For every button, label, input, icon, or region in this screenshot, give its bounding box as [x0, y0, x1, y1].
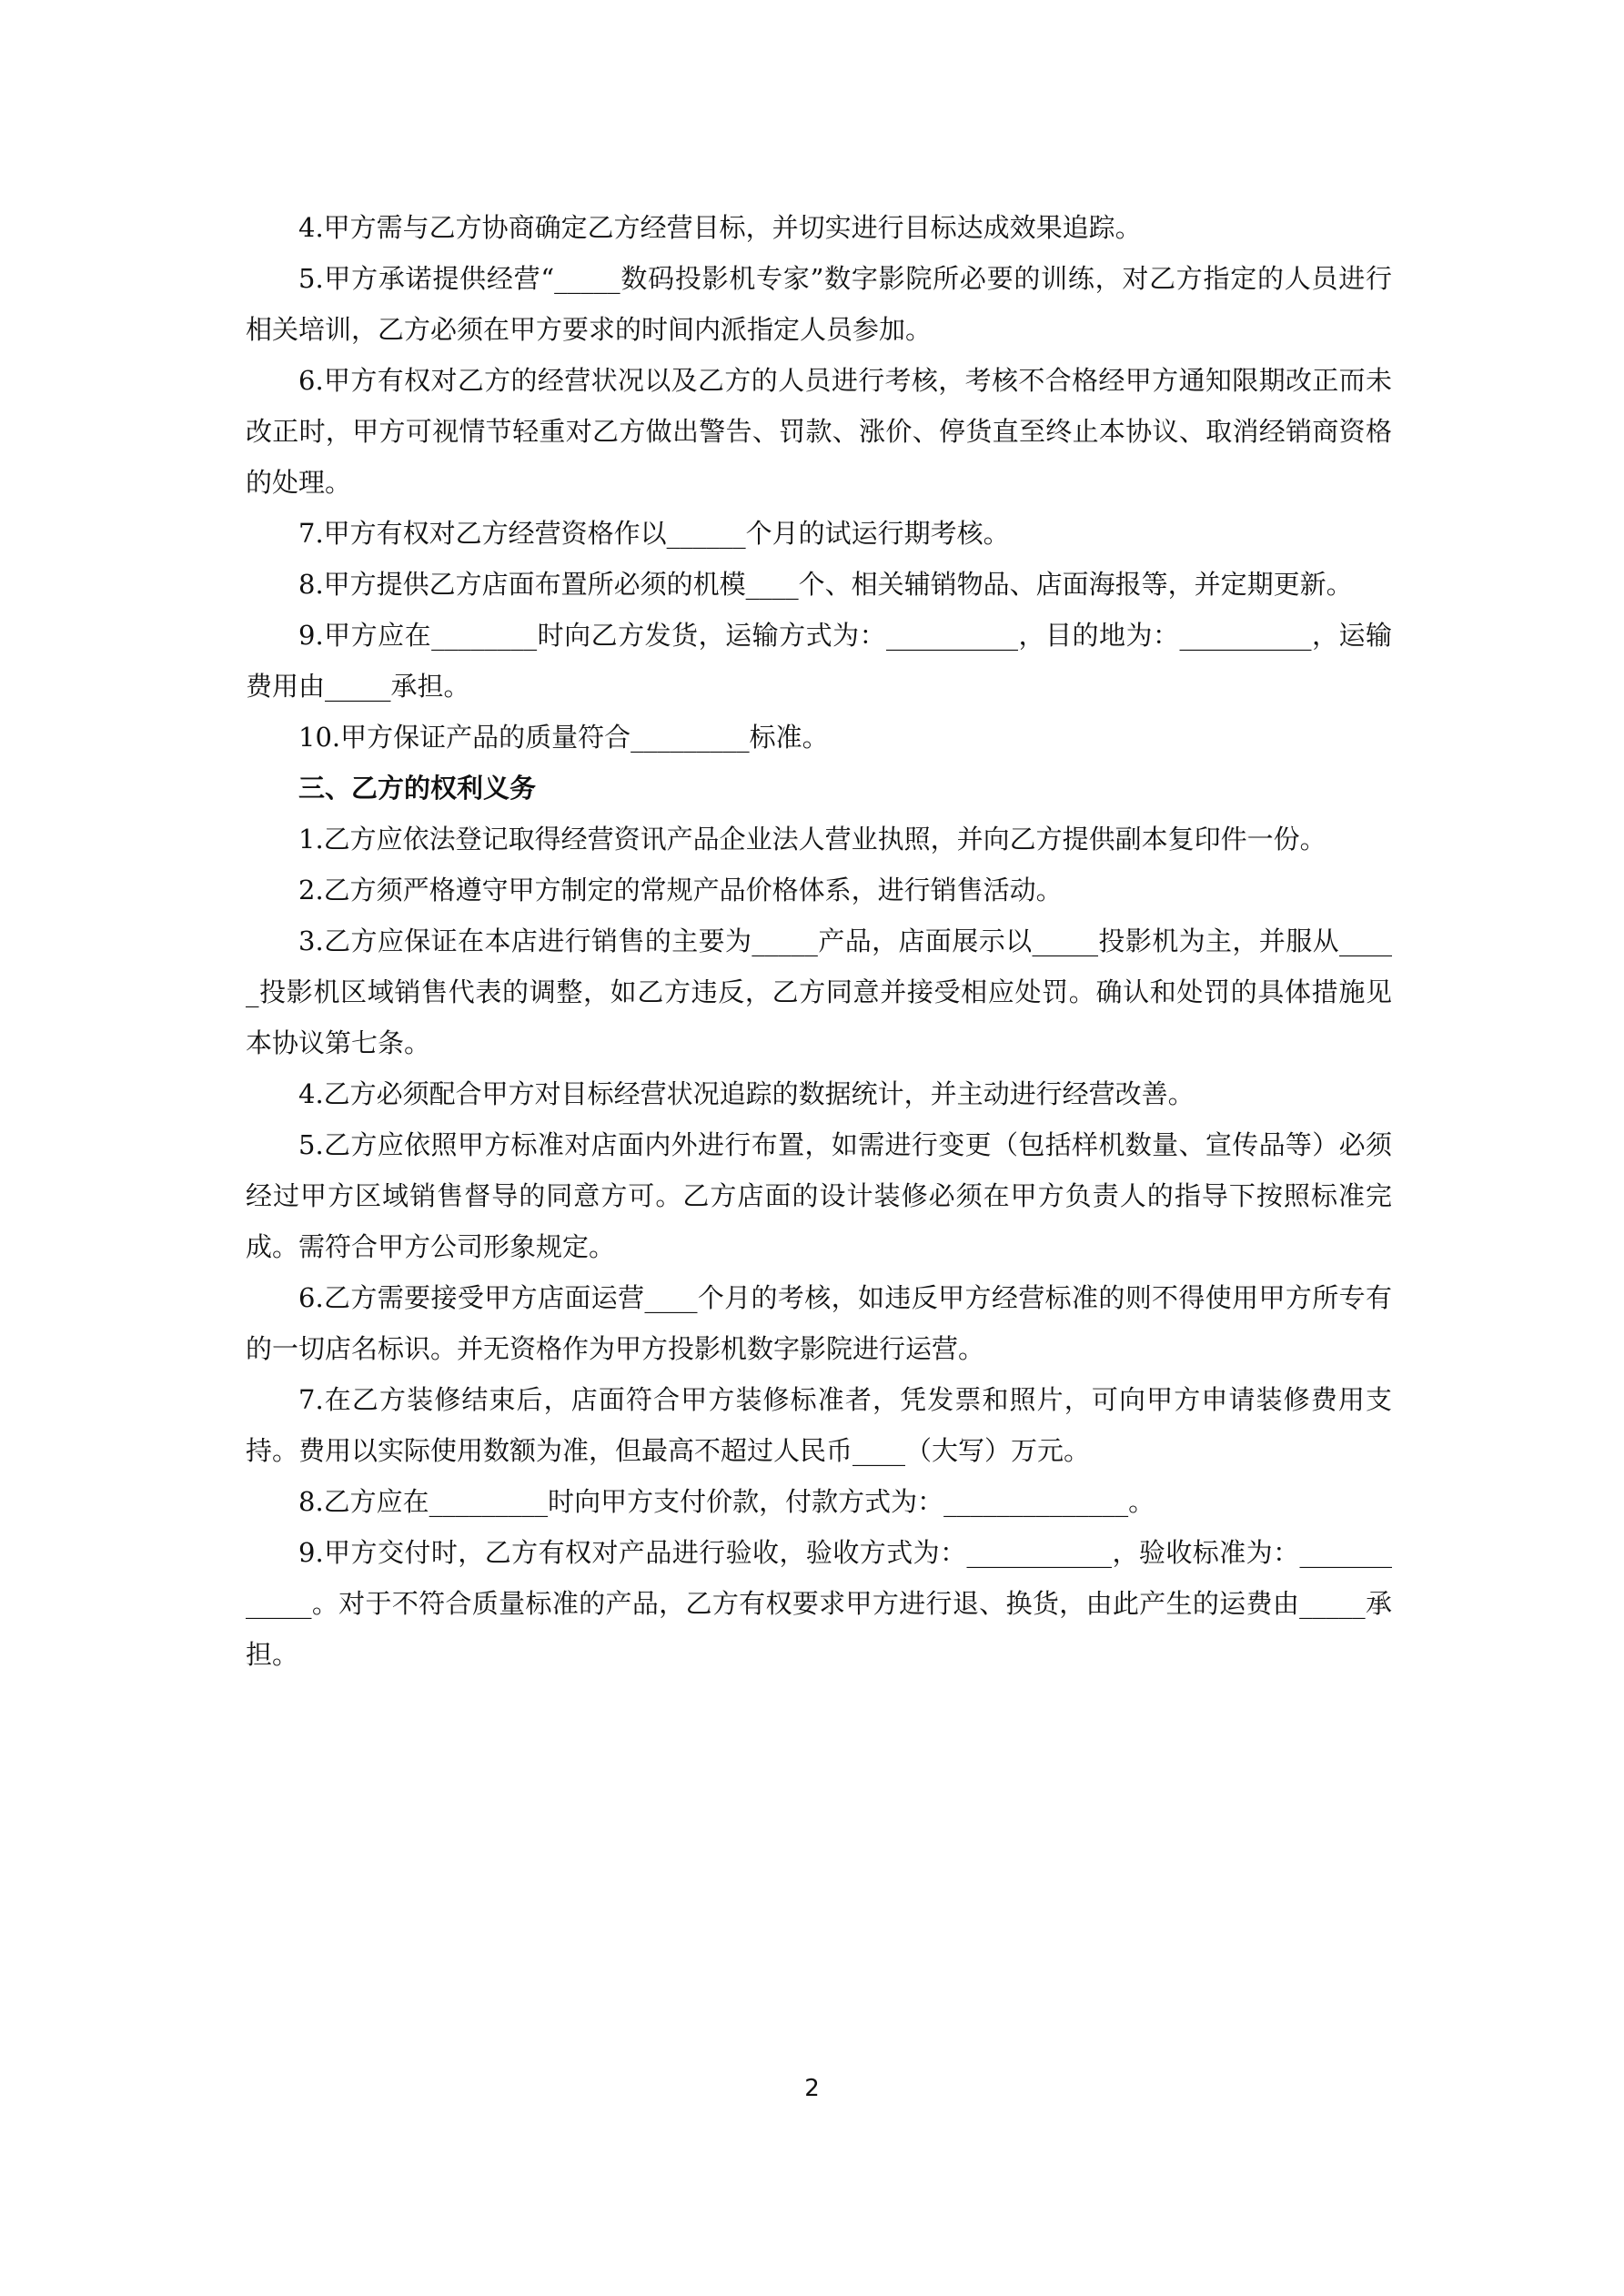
clause-party-a-4: 4.甲方需与乙方协商确定乙方经营目标，并切实进行目标达成效果追踪。	[298, 212, 1142, 243]
clause-party-b-3: 3.乙方应保证在本店进行销售的主要为_____产品，店面展示以_____投影机为主，并服从_____投影机区域销售代表的调整，如乙方违反，乙方同意并接受相应处罚。确认和处罚的具体措施见本协议第七条。	[246, 925, 1392, 1058]
clause-party-b-9: 9.甲方交付时，乙方有权对产品进行验收，验收方式为：___________，验收标准为：____________。对于不符合质量标准的产品，乙方有权要求甲方进行退、换货，由此产生的运费由_____承担。	[246, 1537, 1392, 1670]
clause-party-a-7: 7.甲方有权对乙方经营资格作以______个月的试运行期考核。	[298, 518, 1010, 549]
clause-party-a-10: 10.甲方保证产品的质量符合_________标准。	[298, 722, 829, 753]
clause-party-a-6: 6.甲方有权对乙方的经营状况以及乙方的人员进行考核，考核不合格经甲方通知限期改正而未改正时，甲方可视情节轻重对乙方做出警告、罚款、涨价、停货直至终止本协议、取消经销商资格的处理。	[246, 365, 1392, 498]
clause-party-b-8: 8.乙方应在_________时向甲方支付价款，付款方式为：______________。	[298, 1486, 1155, 1517]
clause-party-a-8: 8.甲方提供乙方店面布置所必须的机模____个、相关辅销物品、店面海报等，并定期更新。	[298, 569, 1353, 600]
clause-party-b-6: 6.乙方需要接受甲方店面运营____个月的考核，如违反甲方经营标准的则不得使用甲方所专有的一切店名标识。并无资格作为甲方投影机数字影院进行运营。	[246, 1282, 1392, 1364]
page-number: 2	[804, 2075, 820, 2102]
clause-party-a-5: 5.甲方承诺提供经营“_____数码投影机专家”数字影院所必要的训练，对乙方指定的人员进行相关培训，乙方必须在甲方要求的时间内派指定人员参加。	[246, 263, 1392, 345]
clause-party-b-2: 2.乙方须严格遵守甲方制定的常规产品价格体系，进行销售活动。	[298, 875, 1063, 905]
clause-party-b-7: 7.在乙方装修结束后，店面符合甲方装修标准者，凭发票和照片，可向甲方申请装修费用支持。费用以实际使用数额为准，但最高不超过人民币____（大写）万元。	[246, 1384, 1392, 1466]
clause-party-b-4: 4.乙方必须配合甲方对目标经营状况追踪的数据统计，并主动进行经营改善。	[298, 1078, 1195, 1109]
clause-party-b-1: 1.乙方应依法登记取得经营资讯产品企业法人营业执照，并向乙方提供副本复印件一份。	[298, 824, 1326, 855]
document-body	[246, 202, 1392, 1680]
clause-party-b-5: 5.乙方应依照甲方标准对店面内外进行布置，如需进行变更（包括样机数量、宣传品等）必须经过甲方区域销售督导的同意方可。乙方店面的设计装修必须在甲方负责人的指导下按照标准完成。需符合甲方公司形象规定。	[246, 1129, 1392, 1262]
section-heading-party-b-rights: 三、乙方的权利义务	[298, 773, 537, 804]
clause-party-a-9: 9.甲方应在________时向乙方发货，运输方式为：__________，目的地为：__________，运输费用由_____承担。	[246, 620, 1392, 702]
